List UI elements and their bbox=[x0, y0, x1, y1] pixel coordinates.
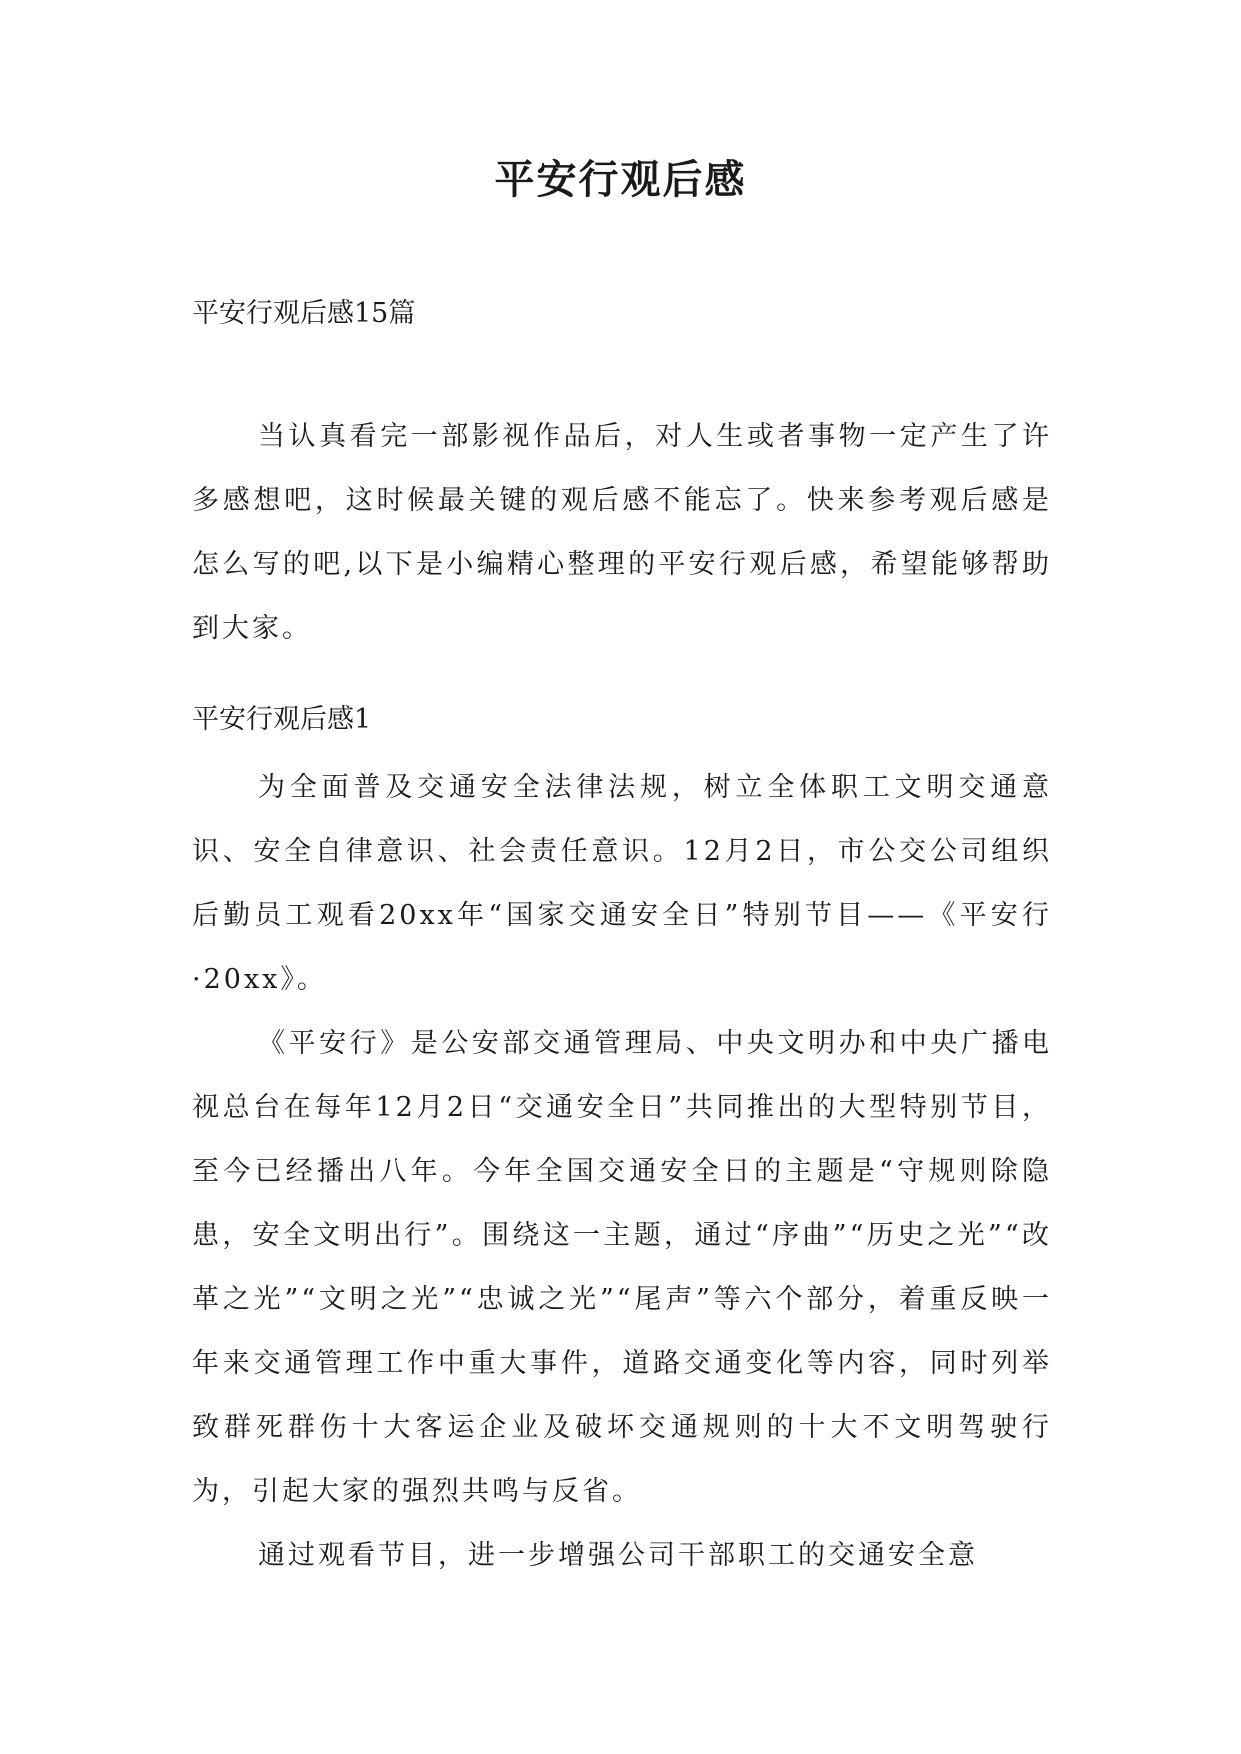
section-heading: 平安行观后感1 bbox=[192, 704, 372, 735]
section-body bbox=[192, 756, 1052, 1588]
body-paragraph: 通过观看节目，进一步增强公司干部职工的交通安全意 bbox=[258, 1540, 978, 1571]
intro-paragraph: 当认真看完一部影视作品后，对人生或者事物一定产生了许多感想吧，这时候最关键的观后感不能忘了。快来参考观后感是怎么写的吧,以下是小编精心整理的平安行观后感，希望能够帮助到大家。 bbox=[192, 421, 1052, 644]
document-title: 平安行观后感 bbox=[494, 157, 747, 203]
body-paragraph: 《平安行》是公安部交通管理局、中央文明办和中央广播电视总台在每年12月2日“交通安全日”共同推出的大型特别节目，至今已经播出八年。今年全国交通安全日的主题是“守规则除隐患，安全文明出行”。围绕这一主题，通过“序曲”“历史之光”“改革之光”“文明之光”“忠诚之光”“尾声”等六个部分，着重反映一年来交通管理工作中重大事件，道路交通变化等内容，同时列举致群死群伤十大客运企业及破坏交通规则的十大不文明驾驶行为，引起大家的强烈共鸣与反省。 bbox=[192, 1028, 1052, 1507]
body-paragraph: 为全面普及交通安全法律法规，树立全体职工文明交通意识、安全自律意识、社会责任意识。12月2日，市公交公司组织后勤员工观看20xx年“国家交通安全日”特别节目——《平安行·20xx》。 bbox=[192, 772, 1052, 995]
document-subtitle: 平安行观后感15篇 bbox=[192, 298, 416, 329]
